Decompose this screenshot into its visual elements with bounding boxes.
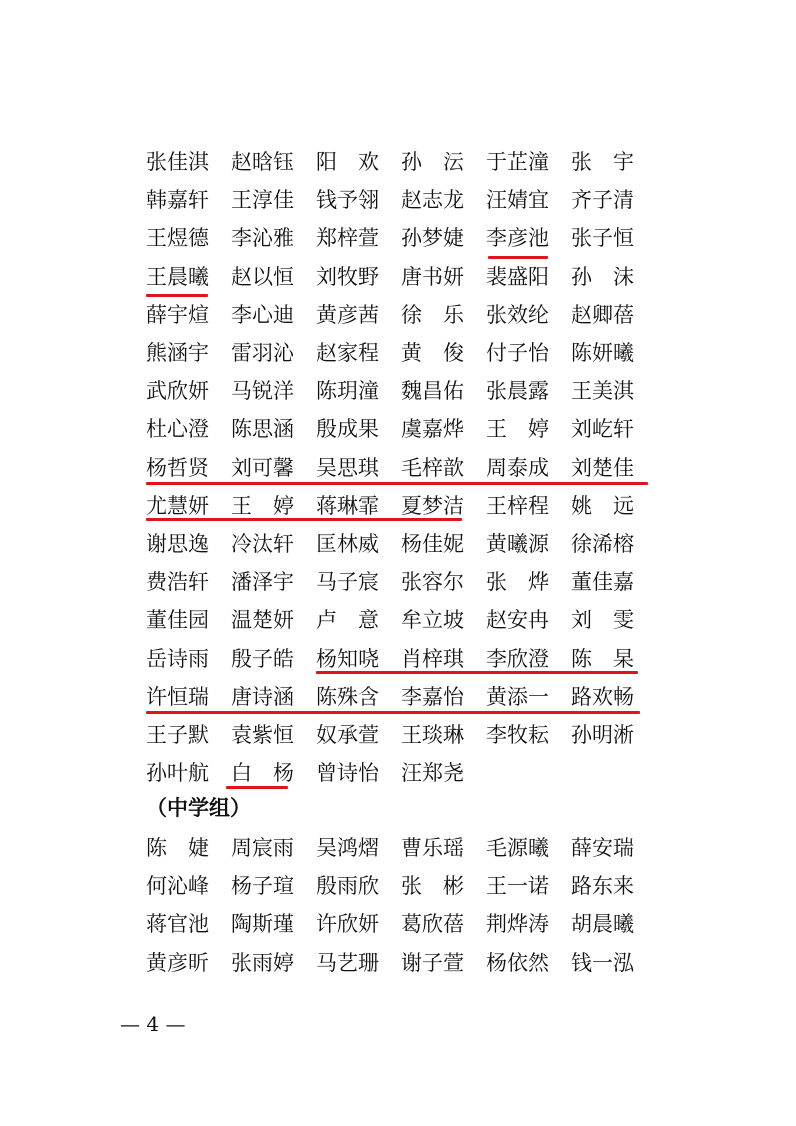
awardee-name: 张晨露 (486, 379, 549, 404)
awardee-name: 许欣妍 (316, 912, 379, 937)
awardee-name: 卢 意 (316, 608, 379, 633)
awardee-name: 刘 雯 (571, 608, 634, 633)
awardee-name: 奴承萱 (316, 722, 379, 747)
awardee-name: 王晨曦 (146, 264, 209, 289)
name-row (146, 143, 646, 181)
awardee-name: 黄彦昕 (146, 950, 209, 975)
awardee-name: 周宸雨 (231, 836, 294, 861)
highlight-underline (146, 518, 462, 521)
awardee-name: 尤慧妍 (146, 493, 209, 518)
name-row (146, 525, 646, 563)
awardee-name: 杨佳妮 (401, 531, 464, 556)
awardee-name: 吴思琪 (316, 455, 379, 480)
name-row (146, 334, 646, 372)
awardee-name: 陈 杲 (571, 646, 634, 671)
awardee-name: 刘楚佳 (571, 455, 634, 480)
awardee-name: 杨依然 (486, 950, 549, 975)
awardee-name: 张 烨 (486, 570, 549, 595)
awardee-name: 谢思逸 (146, 531, 209, 556)
awardee-name: 王琰琳 (401, 722, 464, 747)
awardee-name: 陈玥潼 (316, 379, 379, 404)
awardee-name: 费浩轩 (146, 570, 209, 595)
awardee-name: 张 宇 (571, 150, 634, 175)
name-row (146, 754, 646, 792)
awardee-name: 董佳园 (146, 608, 209, 633)
name-row (146, 716, 646, 754)
highlight-underline (146, 294, 208, 297)
awardee-name: 潘泽宇 (231, 570, 294, 595)
awardee-list-group2 (146, 829, 646, 982)
name-row (146, 867, 646, 905)
name-row (146, 563, 646, 601)
name-row (146, 219, 646, 257)
awardee-name: 刘牧野 (316, 264, 379, 289)
awardee-name: 王美淇 (571, 379, 634, 404)
awardee-name: 徐浠榕 (571, 531, 634, 556)
awardee-name: 王梓程 (486, 493, 549, 518)
awardee-name: 路东来 (571, 874, 634, 899)
name-row (146, 601, 646, 639)
awardee-name: 唐诗涵 (231, 684, 294, 709)
awardee-name: 陈思涵 (231, 417, 294, 442)
awardee-name: 张容尔 (401, 570, 464, 595)
awardee-name: 白 杨 (231, 761, 294, 786)
awardee-name: 匡林威 (316, 531, 379, 556)
awardee-name: 肖梓琪 (401, 646, 464, 671)
awardee-name: 杨哲贤 (146, 455, 209, 480)
awardee-name: 殷雨欣 (316, 874, 379, 899)
awardee-name: 黄彦茜 (316, 302, 379, 327)
awardee-name: 王煜德 (146, 226, 209, 251)
awardee-name: 陶斯瑾 (231, 912, 294, 937)
awardee-name: 李彦池 (486, 226, 549, 251)
awardee-name: 毛梓歆 (401, 455, 464, 480)
awardee-name: 黄曦源 (486, 531, 549, 556)
awardee-name: 张 彬 (401, 874, 464, 899)
awardee-name: 赵卿蓓 (571, 302, 634, 327)
awardee-name: 荆烨涛 (486, 912, 549, 937)
awardee-name: 毛源曦 (486, 836, 549, 861)
awardee-name: 董佳嘉 (571, 570, 634, 595)
awardee-name: 孙叶航 (146, 761, 209, 786)
awardee-name: 李牧耘 (486, 722, 549, 747)
name-row (146, 372, 646, 410)
awardee-name: 刘屹轩 (571, 417, 634, 442)
awardee-name: 吴鸿熠 (316, 836, 379, 861)
awardee-name: 赵安冉 (486, 608, 549, 633)
awardee-name: 李欣澄 (486, 646, 549, 671)
highlight-underline (488, 256, 548, 259)
awardee-name: 汪郑尧 (401, 761, 464, 786)
awardee-name: 张子恒 (571, 226, 634, 251)
awardee-name: 赵晗钰 (231, 150, 294, 175)
highlight-underline (226, 786, 288, 789)
awardee-name: 马子宸 (316, 570, 379, 595)
awardee-name: 蒋琳霏 (316, 493, 379, 518)
awardee-name: 张效纶 (486, 302, 549, 327)
name-row (146, 296, 646, 334)
awardee-name: 袁紫恒 (231, 722, 294, 747)
awardee-name: 马锐洋 (231, 379, 294, 404)
awardee-name: 刘可馨 (231, 455, 294, 480)
awardee-name: 唐书妍 (401, 264, 464, 289)
awardee-name: 葛欣蓓 (401, 912, 464, 937)
awardee-name: 阳 欢 (316, 150, 379, 175)
awardee-name: 许恒瑞 (146, 684, 209, 709)
awardee-name: 周泰成 (486, 455, 549, 480)
awardee-name: 王 婷 (231, 493, 294, 518)
name-row (146, 410, 646, 448)
section-title-middle-school: （中学组） (146, 795, 251, 820)
page-number: — 4 — (120, 1012, 186, 1036)
awardee-name: 张雨婷 (231, 950, 294, 975)
awardee-name: 钱予翎 (316, 188, 379, 213)
awardee-name: 于芷潼 (486, 150, 549, 175)
awardee-name: 韩嘉轩 (146, 188, 209, 213)
awardee-name: 虞嘉烨 (401, 417, 464, 442)
awardee-name: 黄 俊 (401, 341, 464, 366)
awardee-name: 杨子瑄 (231, 874, 294, 899)
name-row (146, 944, 646, 982)
awardee-name: 岳诗雨 (146, 646, 209, 671)
awardee-name: 孙 沄 (401, 150, 464, 175)
awardee-name: 钱一泓 (571, 950, 634, 975)
awardee-name: 曾诗怡 (316, 761, 379, 786)
awardee-name: 蒋官池 (146, 912, 209, 937)
awardee-name: 齐子清 (571, 188, 634, 213)
awardee-name: 杜心澄 (146, 417, 209, 442)
awardee-name: 徐 乐 (401, 302, 464, 327)
awardee-name: 王子默 (146, 722, 209, 747)
awardee-name: 薛安瑞 (571, 836, 634, 861)
awardee-name: 何沁峰 (146, 874, 209, 899)
awardee-name: 陈妍曦 (571, 341, 634, 366)
awardee-name: 胡晨曦 (571, 912, 634, 937)
awardee-name: 殷子皓 (231, 646, 294, 671)
name-row (146, 905, 646, 943)
awardee-name: 雷羽沁 (231, 341, 294, 366)
awardee-list-group1 (146, 143, 646, 792)
awardee-name: 孙梦婕 (401, 226, 464, 251)
awardee-name: 孙明淅 (571, 722, 634, 747)
name-row (146, 829, 646, 867)
awardee-name: 温楚妍 (231, 608, 294, 633)
highlight-underline (316, 671, 638, 674)
awardee-name: 夏梦洁 (401, 493, 464, 518)
awardee-name: 姚 远 (571, 493, 634, 518)
awardee-name: 陈殊含 (316, 684, 379, 709)
awardee-name: 张佳淇 (146, 150, 209, 175)
awardee-name: 李嘉怡 (401, 684, 464, 709)
awardee-name: 王 婷 (486, 417, 549, 442)
awardee-name: 李心迪 (231, 302, 294, 327)
awardee-name: 谢子萱 (401, 950, 464, 975)
highlight-underline (146, 711, 640, 714)
awardee-name: 曹乐瑶 (401, 836, 464, 861)
awardee-name: 李沁雅 (231, 226, 294, 251)
awardee-name: 殷成果 (316, 417, 379, 442)
awardee-name: 牟立坡 (401, 608, 464, 633)
awardee-name: 黄添一 (486, 684, 549, 709)
awardee-name: 熊涵宇 (146, 341, 209, 366)
awardee-name: 武欣妍 (146, 379, 209, 404)
awardee-name: 王一诺 (486, 874, 549, 899)
awardee-name: 孙 沫 (571, 264, 634, 289)
awardee-name: 路欢畅 (571, 684, 634, 709)
awardee-name: 冷汰轩 (231, 531, 294, 556)
awardee-name: 薛宇煊 (146, 302, 209, 327)
awardee-name: 汪婧宜 (486, 188, 549, 213)
awardee-name: 付子怡 (486, 341, 549, 366)
name-row (146, 258, 646, 296)
awardee-name: 魏昌佑 (401, 379, 464, 404)
awardee-name: 赵家程 (316, 341, 379, 366)
highlight-underline (146, 482, 648, 485)
awardee-name: 裴盛阳 (486, 264, 549, 289)
name-row (146, 181, 646, 219)
name-row (146, 449, 646, 487)
awardee-name: 郑梓萱 (316, 226, 379, 251)
awardee-name: 赵以恒 (231, 264, 294, 289)
awardee-name: 马艺珊 (316, 950, 379, 975)
awardee-name: 王淳佳 (231, 188, 294, 213)
awardee-name: 杨知哓 (316, 646, 379, 671)
awardee-name: 赵志龙 (401, 188, 464, 213)
awardee-name: 陈 婕 (146, 836, 209, 861)
